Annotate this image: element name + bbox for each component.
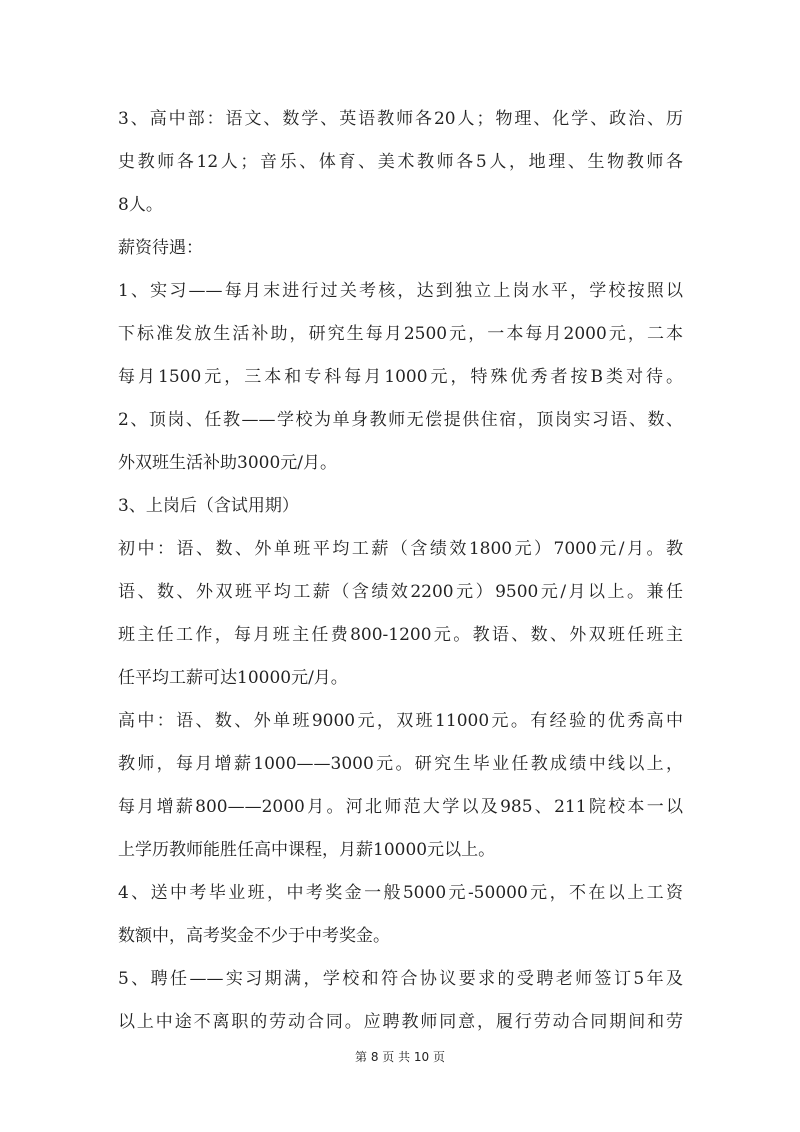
text-line: 数额中，高考奖金不少于中考奖金。	[118, 926, 390, 946]
text-line: 8人。	[118, 195, 163, 215]
text-line: 3、上岗后（含试用期）	[118, 496, 299, 516]
text-line: 2、顶岗、任教——学校为单身教师无偿提供住宿，顶岗实习语、数、	[118, 410, 683, 430]
text-line: 每月1500元，三本和专科每月1000元，特殊优秀者按B类对待。	[118, 367, 683, 387]
text-line: 1、实习——每月末进行过关考核，达到独立上岗水平，学校按照以	[118, 281, 683, 301]
text-line: 每月增薪800——2000月。河北师范大学以及985、211院校本一以	[118, 797, 683, 817]
text-line: 薪资待遇：	[118, 238, 203, 258]
text-line: 外双班生活补助3000元/月。	[118, 453, 337, 473]
text-line: 教师，每月增薪1000——3000元。研究生毕业任教成绩中线以上，	[118, 754, 683, 774]
text-line: 班主任工作，每月班主任费800-1200元。教语、数、外双班任班主	[118, 625, 683, 645]
page-number-footer: 第 8 页 共 10 页	[355, 1050, 445, 1064]
text-line: 语、数、外双班平均工薪（含绩效2200元）9500元/月以上。兼任	[118, 582, 683, 602]
text-line: 3、高中部：语文、数学、英语教师各20人；物理、化学、政治、历	[118, 109, 683, 129]
text-line: 5、聘任——实习期满，学校和符合协议要求的受聘老师签订5年及	[118, 969, 683, 989]
text-line: 以上中途不离职的劳动合同。应聘教师同意，履行劳动合同期间和劳	[118, 1012, 683, 1032]
text-line: 4、送中考毕业班，中考奖金一般5000元-50000元，不在以上工资	[118, 883, 683, 903]
text-line: 任平均工薪可达10000元/月。	[118, 668, 348, 688]
text-line: 史教师各12人；音乐、体育、美术教师各5人，地理、生物教师各	[118, 152, 683, 172]
text-line: 上学历教师能胜任高中课程，月薪10000元以上。	[118, 840, 496, 860]
text-line: 初中：语、数、外单班平均工薪（含绩效1800元）7000元/月。教	[118, 539, 683, 559]
text-line: 下标准发放生活补助，研究生每月2500元，一本每月2000元，二本	[118, 324, 683, 344]
document-body	[118, 98, 683, 1044]
text-line: 高中：语、数、外单班9000元，双班11000元。有经验的优秀高中	[118, 711, 683, 731]
